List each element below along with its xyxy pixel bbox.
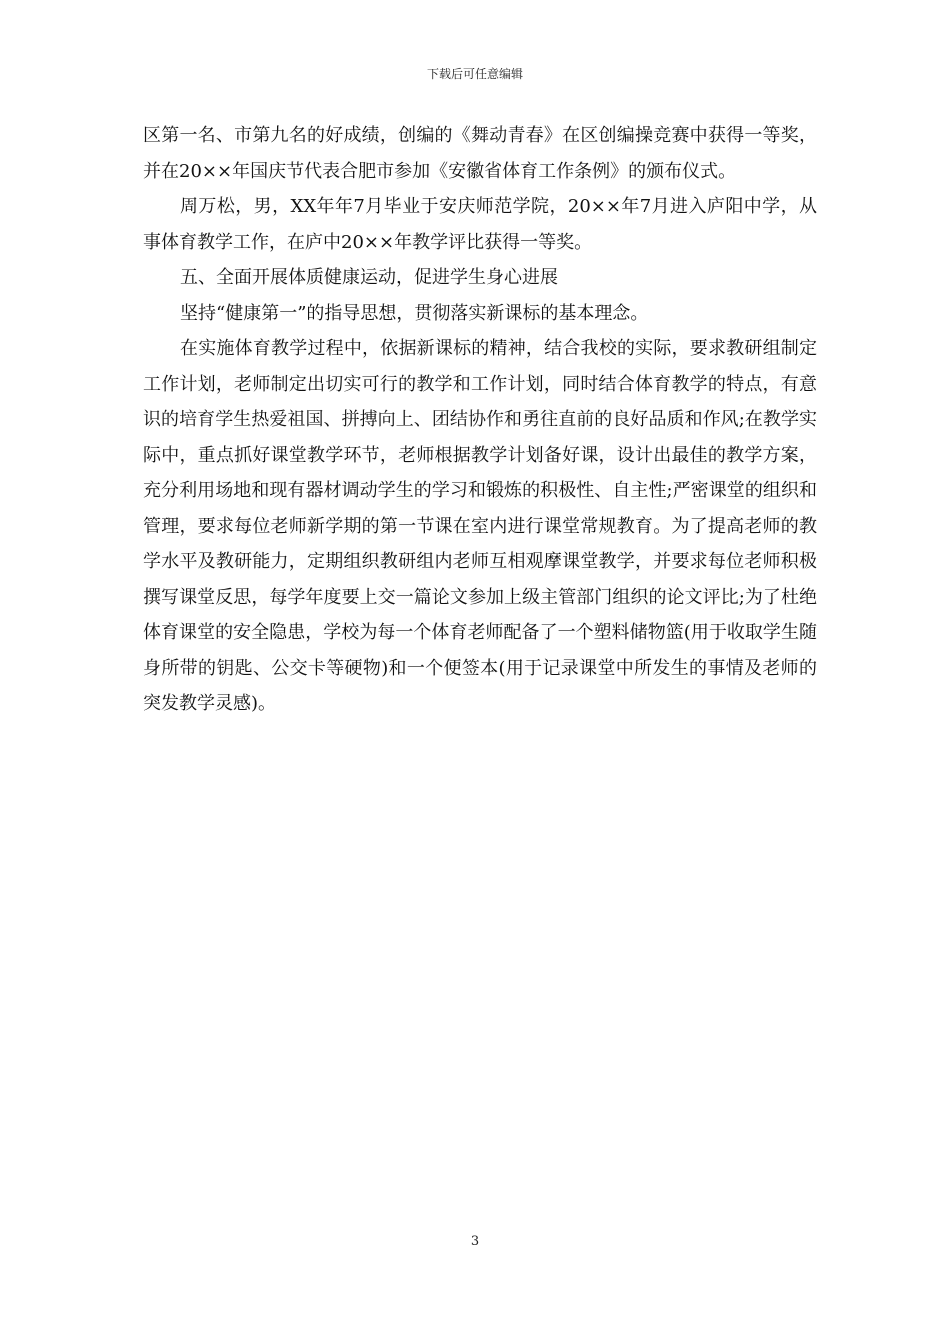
paragraph-4: 在实施体育教学过程中，依据新课标的精神，结合我校的实际，要求教研组制定工作计划，老师制定出切实可行的教学和工作计划，同时结合体育教学的特点，有意识的培育学生热爱祖国、拼搏向上、团结协作和勇往直前的良好品质和作风;在教学实际中，重点抓好课堂教学环节，老师根据教学计划备好课，设计出最佳的教学方案，充分利用场地和现有器材调动学生的学习和锻炼的积极性、自主性;严密课堂的组织和管理，要求每位老师新学期的第一节课在室内进行课堂常规教育。为了提高老师的教学水平及教研能力，定期组织教研组内老师互相观摩课堂教学，并要求每位老师积极撰写课堂反思，每学年度要上交一篇论文参加上级主管部门组织的论文评比;为了杜绝体育课堂的安全隐患，学校为每一个体育老师配备了一个塑料储物篮(用于收取学生随身所带的钥匙、公交卡等硬物)和一个便签本(用于记录课堂中所发生的事情及老师的突发教学灵感)。 — [143, 338, 817, 714]
paragraph-1: 区第一名、市第九名的好成绩，创编的《舞动青春》在区创编操竞赛中获得一等奖，并在20××年国庆节代表合肥市参加《安徽省体育工作条例》的颁布仪式。 — [143, 125, 817, 182]
paragraph-2: 周万松，男，XX年年7月毕业于安庆师范学院，20××年7月进入庐阳中学，从事体育教学工作，在庐中20××年教学评比获得一等奖。 — [143, 196, 817, 253]
section-heading: 五、全面开展体质健康运动，促进学生身心进展 — [180, 267, 558, 288]
document-body — [143, 118, 817, 722]
paragraph-3: 坚持“健康第一”的指导思想，贯彻落实新课标的基本理念。 — [180, 302, 649, 324]
page-number: 3 — [470, 1234, 480, 1249]
page-header: 下载后可任意编辑 — [426, 67, 523, 81]
